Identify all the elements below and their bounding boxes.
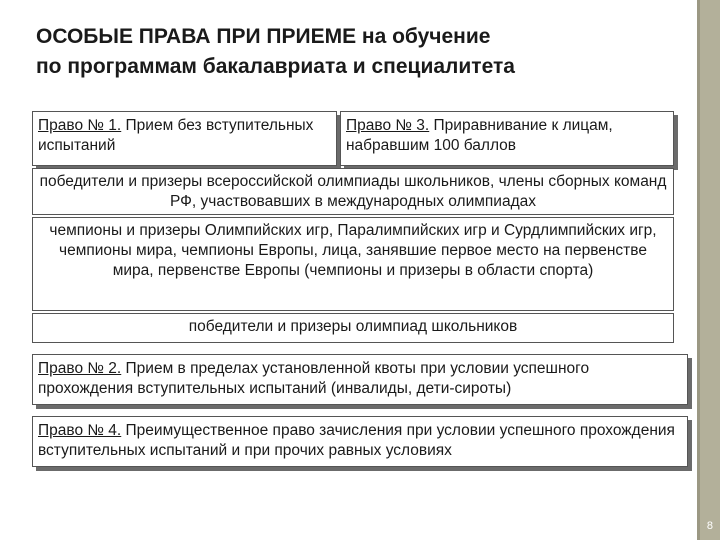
right-3-box [340,111,674,166]
group-sport-champions [32,217,674,311]
group-olympiad-allrussia [32,168,674,215]
right-1-box [32,111,337,166]
group-school-olympiads [32,313,674,343]
group-sport-champions-text: чемпионы и призеры Олимпийских игр, Паралимпийских игр и Сурдлимпийских игр, чемпионы мира, чемпионы Европы, лица, занявшие первое место на первенстве мира, первенстве Европы (чемпионы и призеры в области спорта) [49,222,657,279]
right-1-label: Право № 1. [38,117,122,134]
slide-title [36,22,686,82]
right-2-box [32,354,688,405]
decorative-sidebar [697,0,720,540]
title-line-2: по программам бакалавриата и специалитета [36,55,515,78]
right-4-text: Преимущественное право зачисления при условии успешного прохождения вступительных испытаний и при прочих равных условиях [38,422,675,459]
title-line-1: ОСОБЫЕ ПРАВА ПРИ ПРИЕМЕ на обучение [36,25,491,48]
right-4-label: Право № 4. [38,422,122,439]
page-number: 8 [706,520,713,532]
right-1-text: Прием без вступительных испытаний [38,117,314,154]
group-olympiad-allrussia-text: победители и призеры всероссийской олимпиады школьников, члены сборных команд РФ, участвовавших в международных олимпиадах [39,173,667,210]
right-3-label: Право № 3. [346,117,430,134]
right-3-text: Приравнивание к лицам, набравшим 100 баллов [346,117,613,154]
sidebar-divider [697,0,700,540]
right-4-box [32,416,688,467]
right-2-text: Прием в пределах установленной квоты при условии успешного прохождения вступительных испытаний (инвалиды, дети-сироты) [38,360,590,397]
right-2-label: Право № 2. [38,360,122,377]
group-school-olympiads-text: победители и призеры олимпиад школьников [188,318,518,335]
